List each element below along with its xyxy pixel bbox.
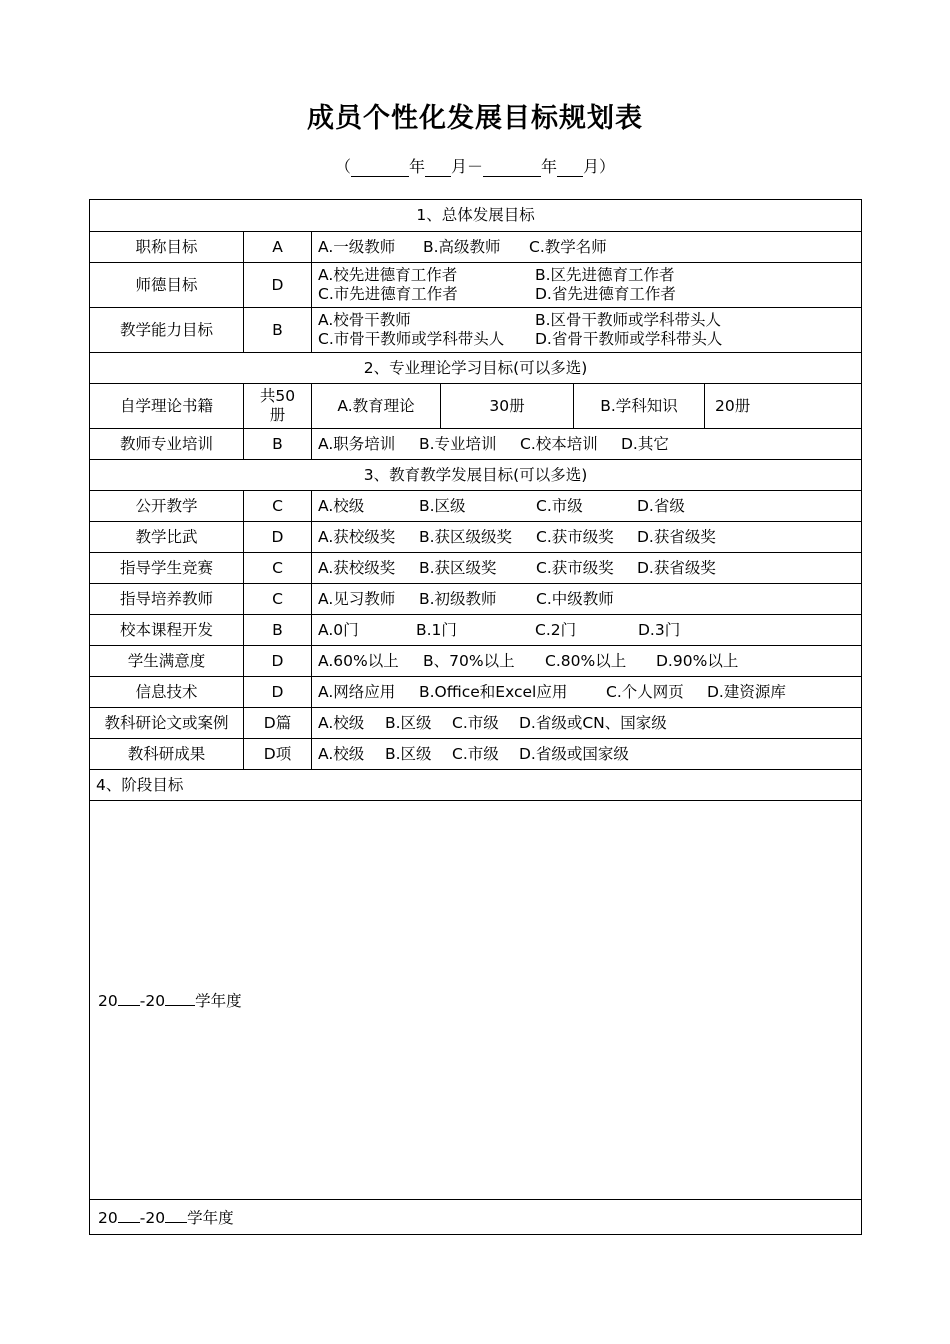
- option: D.省骨干教师或学科带头人: [535, 330, 723, 348]
- section-heading: 1、总体发展目标: [90, 200, 862, 232]
- period-month1: 月－: [450, 157, 483, 176]
- row-choice[interactable]: C: [244, 584, 312, 615]
- table-row: [90, 384, 862, 429]
- year-blank[interactable]: [118, 990, 140, 1006]
- school-year-heading: [98, 988, 855, 1012]
- row-label: 信息技术: [90, 677, 244, 708]
- year-blank[interactable]: [351, 159, 409, 177]
- period-year2: 年: [541, 157, 558, 176]
- option: D.90%以上: [656, 651, 739, 670]
- month-blank[interactable]: [557, 159, 583, 177]
- period-open: （: [334, 157, 351, 176]
- month-blank[interactable]: [425, 159, 451, 177]
- option-count[interactable]: 30册: [441, 384, 574, 429]
- section-row: [90, 200, 862, 232]
- option: A.校级: [318, 713, 365, 732]
- option: B.专业培训: [419, 434, 497, 453]
- row-label: 校本课程开发: [90, 615, 244, 646]
- option: A.0门: [318, 620, 359, 639]
- option: A.校骨干教师: [318, 311, 411, 329]
- row-options: [312, 646, 862, 677]
- year-prefix: 20: [98, 992, 118, 1010]
- option: A.校级: [318, 496, 365, 515]
- option: B.区先进德育工作者: [535, 266, 675, 284]
- goal-table: [89, 199, 862, 1235]
- option: A.校先进德育工作者: [318, 266, 458, 284]
- table-row: [90, 232, 862, 263]
- option: C.校本培训: [520, 434, 598, 453]
- option: A.见习教师: [318, 589, 396, 608]
- stage-goal-area[interactable]: [90, 1200, 862, 1235]
- period-year1: 年: [408, 157, 425, 176]
- row-options: [312, 429, 862, 460]
- option: D.省级或国家级: [519, 744, 629, 763]
- row-choice[interactable]: 共50册: [244, 384, 312, 429]
- section-row: [90, 353, 862, 384]
- section-heading: 4、阶段目标: [90, 770, 862, 801]
- row-choice[interactable]: C: [244, 553, 312, 584]
- row-choice[interactable]: D篇: [244, 708, 312, 739]
- row-choice[interactable]: D: [244, 646, 312, 677]
- row-choice[interactable]: C: [244, 491, 312, 522]
- option: D.获省级奖: [637, 558, 716, 577]
- year-suffix: 学年度: [187, 1209, 234, 1227]
- row-options: [312, 615, 862, 646]
- section-row: [90, 770, 862, 801]
- stage-row: [90, 1200, 862, 1235]
- option: D.省级: [637, 496, 685, 515]
- table-row: [90, 615, 862, 646]
- row-label: 教学能力目标: [90, 308, 244, 353]
- option: C.市级: [452, 713, 499, 732]
- row-choice[interactable]: D项: [244, 739, 312, 770]
- row-options: [312, 491, 862, 522]
- option: C.市骨干教师或学科带头人: [318, 330, 505, 348]
- option: A.获校级奖: [318, 527, 396, 546]
- plan-period: [0, 154, 950, 177]
- table-row: [90, 677, 862, 708]
- school-year-heading: [98, 1205, 855, 1229]
- option: A.校级: [318, 744, 365, 763]
- section-heading: 2、专业理论学习目标(可以多选): [90, 353, 862, 384]
- row-label: 教学比武: [90, 522, 244, 553]
- row-choice[interactable]: B: [244, 615, 312, 646]
- row-options: [312, 677, 862, 708]
- option: D.其它: [621, 434, 669, 453]
- option: B.1门: [416, 620, 457, 639]
- year-suffix: 学年度: [195, 992, 242, 1010]
- option: A.网络应用: [318, 682, 396, 701]
- stage-goal-area[interactable]: [90, 801, 862, 1200]
- table-row: [90, 308, 862, 353]
- year-blank[interactable]: [165, 990, 195, 1006]
- option: C.教学名师: [529, 237, 607, 256]
- option: B.学科知识: [574, 384, 705, 429]
- option: C.个人网页: [606, 682, 684, 701]
- table-row: [90, 429, 862, 460]
- option: C.获市级奖: [536, 527, 614, 546]
- option: B.区骨干教师或学科带头人: [535, 311, 722, 329]
- row-choice[interactable]: D: [244, 677, 312, 708]
- option: D.省级或CN、国家级: [519, 713, 667, 732]
- option: B、70%以上: [423, 651, 515, 670]
- period-month2: 月）: [583, 157, 616, 176]
- option: B.高级教师: [423, 237, 501, 256]
- year-blank[interactable]: [118, 1207, 140, 1223]
- table-row: [90, 739, 862, 770]
- table-row: [90, 553, 862, 584]
- year-mid: -20: [139, 1209, 166, 1227]
- table-row: [90, 584, 862, 615]
- table-row: [90, 491, 862, 522]
- option: C.80%以上: [545, 651, 627, 670]
- row-label: 教科研论文或案例: [90, 708, 244, 739]
- row-options: [312, 739, 862, 770]
- option: A.获校级奖: [318, 558, 396, 577]
- option: A.60%以上: [318, 651, 399, 670]
- option: D.建资源库: [707, 682, 786, 701]
- row-label: 师德目标: [90, 263, 244, 308]
- table-row: [90, 522, 862, 553]
- row-options: [312, 232, 862, 263]
- row-options: [312, 553, 862, 584]
- option: A.教育理论: [312, 384, 441, 429]
- row-choice[interactable]: D: [244, 522, 312, 553]
- section-heading: 3、教育教学发展目标(可以多选): [90, 460, 862, 491]
- option: C.2门: [535, 620, 577, 639]
- option: B.获区级奖: [419, 558, 497, 577]
- row-label: 教师专业培训: [90, 429, 244, 460]
- option: A.一级教师: [318, 237, 396, 256]
- row-options: [312, 584, 862, 615]
- year-blank[interactable]: [483, 159, 541, 177]
- table-row: [90, 263, 862, 308]
- option: D.省先进德育工作者: [535, 285, 676, 303]
- row-options: [312, 522, 862, 553]
- option: B.区级: [419, 496, 466, 515]
- row-options: [312, 308, 862, 353]
- table-row: [90, 646, 862, 677]
- option: D.获省级奖: [637, 527, 716, 546]
- row-choice[interactable]: D: [244, 263, 312, 308]
- row-choice[interactable]: B: [244, 308, 312, 353]
- row-options: [312, 708, 862, 739]
- row-choice[interactable]: B: [244, 429, 312, 460]
- option: B.区级: [385, 713, 432, 732]
- row-label: 自学理论书籍: [90, 384, 244, 429]
- option: D.3门: [638, 620, 681, 639]
- option: A.职务培训: [318, 434, 396, 453]
- year-blank[interactable]: [165, 1207, 187, 1223]
- option: C.市先进德育工作者: [318, 285, 458, 303]
- option: B.获区级级奖: [419, 527, 513, 546]
- row-options: [312, 263, 862, 308]
- row-label: 指导培养教师: [90, 584, 244, 615]
- option: C.中级教师: [536, 589, 614, 608]
- option: B.Office和Excel应用: [419, 682, 568, 701]
- option: B.初级教师: [419, 589, 497, 608]
- option-count[interactable]: 20册: [705, 384, 862, 429]
- option: C.获市级奖: [536, 558, 614, 577]
- row-label: 指导学生竞赛: [90, 553, 244, 584]
- row-label: 职称目标: [90, 232, 244, 263]
- row-label: 学生满意度: [90, 646, 244, 677]
- page-title: 成员个性化发展目标规划表: [307, 103, 643, 134]
- row-label: 公开教学: [90, 491, 244, 522]
- row-label: 教科研成果: [90, 739, 244, 770]
- year-mid: -20: [139, 992, 166, 1010]
- stage-row: [90, 801, 862, 1200]
- option: C.市级: [452, 744, 499, 763]
- section-row: [90, 460, 862, 491]
- year-prefix: 20: [98, 1209, 118, 1227]
- option: C.市级: [536, 496, 583, 515]
- table-row: [90, 708, 862, 739]
- option: B.区级: [385, 744, 432, 763]
- row-choice[interactable]: A: [244, 232, 312, 263]
